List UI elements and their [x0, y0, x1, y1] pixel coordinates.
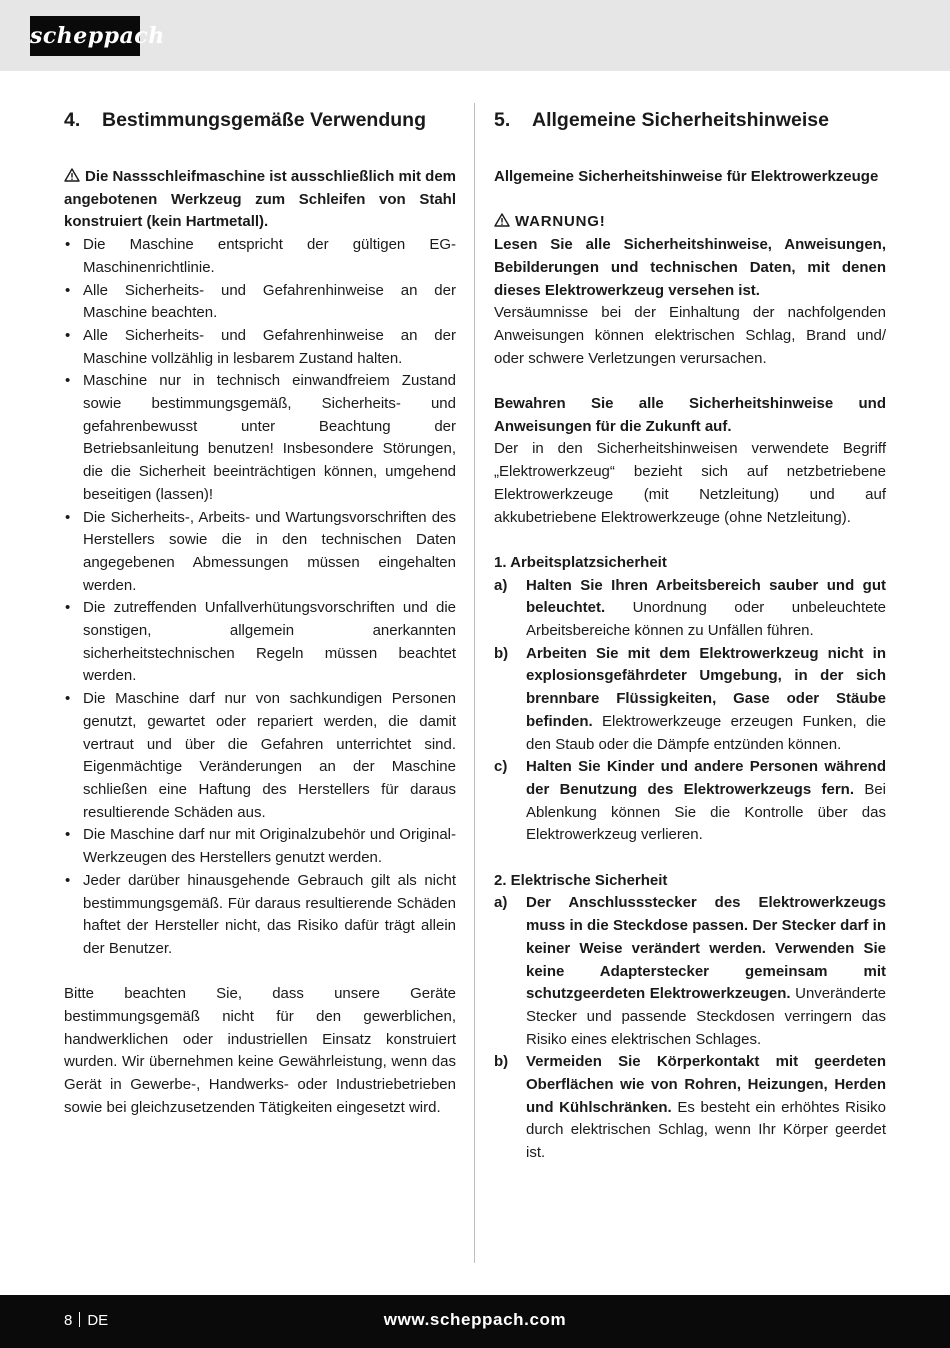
section-2-title: 2. Elektrische Sicherheit — [494, 871, 668, 889]
electrical-safety-list — [494, 892, 886, 1164]
workplace-safety-list — [494, 575, 886, 847]
usage-bullet-list — [64, 234, 456, 961]
left-column — [64, 106, 456, 1120]
keep-instructions-bold: Bewahren Sie alle Sicherheitshinweise und Anweisungen für die Zukunft auf. — [494, 395, 886, 435]
list-item: • Die Maschine darf nur von sachkundigen Personen genutzt, gewartet oder repariert werden, die damit vertraut und über die Gefahren unterrichtet sind. Eigenmächtige Veränderungen an der Maschine schließen eine Haftung des Herstellers für daraus resultierende Schäden aus. — [65, 690, 456, 821]
list-item: • Die Maschine darf nur mit Originalzubehör und Original- Werkzeugen des Herstellers genutzt werden. — [65, 826, 456, 867]
list-item: • Die Maschine entspricht der gültigen EG-Maschinenrichtlinie. — [65, 236, 456, 276]
list-item: b) Arbeiten Sie mit dem Elektrowerkzeug nicht in explosionsgefährdeter Umgebung, in der sich brennbare Flüssigkeiten, Gase oder Stäube befinden. Elektrowerkzeuge erzeugen Funken, die den Staub oder die Dämpfe entzünden können. — [494, 644, 886, 753]
keep-instructions-text: Der in den Sicherheitshinweisen verwendete Begriff „Elektrowerkzeug“ bezieht sich auf netzbetriebene Elektrowerkzeuge (mit Netzleitung) und auf akkubetriebene Elektrowerkzeuge (ohne Netzleitung). — [494, 440, 886, 526]
right-column — [494, 106, 886, 1165]
column-divider — [474, 103, 475, 1263]
closing-paragraph: Bitte beachten Sie, dass unsere Geräte bestimmungsgemäß nicht für den gewerblichen, handwerklichen oder industriellen Einsatz konstruiert wurden. Wir übernehmen keine Gewährleistung, wenn das Gerät in Gewerbe-, Handwerks- oder Industriebetrieben sowie bei gleichzusetzenden Tätigkeiten eingesetzt wird. — [64, 985, 456, 1116]
section-4-title: Bestimmungsgemäße Verwendung — [102, 109, 426, 131]
list-item: • Die Sicherheits-, Arbeits- und Wartungsvorschriften des Herstellers sowie die in den technischen Daten angegebenen Abmessungen müssen eingehalten werden. — [65, 508, 456, 594]
list-item: c) Halten Sie Kinder und andere Personen während der Benutzung des Elektrowerkzeugs fern. Bei Ablenkung können Sie die Kontrolle über das Elektrowerkzeug verlieren. — [494, 758, 887, 844]
subheading: Allgemeine Sicherheitshinweise für Elektrowerkzeuge — [494, 168, 879, 185]
section-5-title: Allgemeine Sicherheitshinweise — [532, 109, 829, 131]
list-item: • Die zutreffenden Unfallverhütungsvorschriften und die sonstigen, allgemein anerkannten sicherheitstechnischen Regeln müssen beachtet werden. — [65, 599, 456, 685]
page-number: 8 DE — [64, 1312, 109, 1329]
warning-bold-text: Lesen Sie alle Sicherheitshinweise, Anweisungen, Bebilderungen und technischen Daten, mit denen dieses Elektrowerkzeug versehen ist. — [494, 236, 886, 299]
warning-triangle-icon — [64, 168, 80, 182]
list-item: a) Halten Sie Ihren Arbeitsbereich sauber und gut beleuchtet. Unordnung oder unbeleuchtete Arbeitsbereiche können zu Unfällen führen. — [494, 576, 886, 640]
list-item: a) Der Anschlussstecker des Elektrowerkzeugs muss in die Steckdose passen. Der Stecker darf in keiner Weise verändert werden. Verwenden Sie keine Adapterstecker gemeinsam mit schutzgeerdeten Elektrowerkzeugen. Unveränderte Stecker und passende Steckdosen verringern das Risiko eines elektrischen Schlages. — [494, 894, 886, 1048]
section-1-title: 1. Arbeitsplatzsicherheit — [494, 553, 667, 571]
intro-paragraph: Die Nassschleifmaschine ist ausschließlich mit dem angebotenen Werkzeug zum Schleifen von Stahl konstruiert (kein Hartmetall). — [64, 168, 456, 231]
section-4-number: 4. — [64, 109, 81, 131]
section-5-heading — [494, 106, 886, 134]
section-5-number: 5. — [494, 109, 511, 131]
page-footer — [0, 1295, 950, 1348]
list-item: • Alle Sicherheits- und Gefahrenhinweise an der Maschine beachten. — [65, 281, 456, 322]
list-item: • Alle Sicherheits- und Gefahrenhinweise an der Maschine vollzählig in lesbarem Zustand halten. — [65, 326, 456, 367]
list-item: • Jeder darüber hinausgehende Gebrauch gilt als nicht bestimmungsgemäß. Für daraus resultierende Schäden haftet der Hersteller nicht, das Risiko dafür trägt allein der Benutzer. — [65, 871, 456, 957]
page-header — [0, 0, 950, 71]
scheppach-logo: scheppach — [30, 16, 140, 56]
warning-label: WARNUNG! — [494, 211, 886, 234]
warning-text: Versäumnisse bei der Einhaltung der nachfolgenden Anweisungen können elektrischen Schlag, Brand und/ oder schwere Verletzungen verursachen. — [494, 304, 886, 367]
section-4-heading — [64, 106, 456, 134]
list-item: b) Vermeiden Sie Körperkontakt mit geerdeten Oberflächen wie von Rohren, Heizungen, Herden und Kühlschränken. Es besteht ein erhöhtes Risiko durch elektrischen Schlag, wenn Ihr Körper geerdet ist. — [494, 1053, 886, 1162]
warning-triangle-icon — [494, 213, 510, 227]
list-item: • Maschine nur in technisch einwandfreiem Zustand sowie bestimmungsgemäß, Sicherheits- und gefahrenbewusst unter Beachtung der Betriebsanleitung benutzen! Insbesondere Störungen, die die Sicherheit beeinträchtigen können, umgehend beseitigen (lassen)! — [65, 372, 456, 503]
website-link[interactable]: www.scheppach.com — [383, 1310, 567, 1329]
